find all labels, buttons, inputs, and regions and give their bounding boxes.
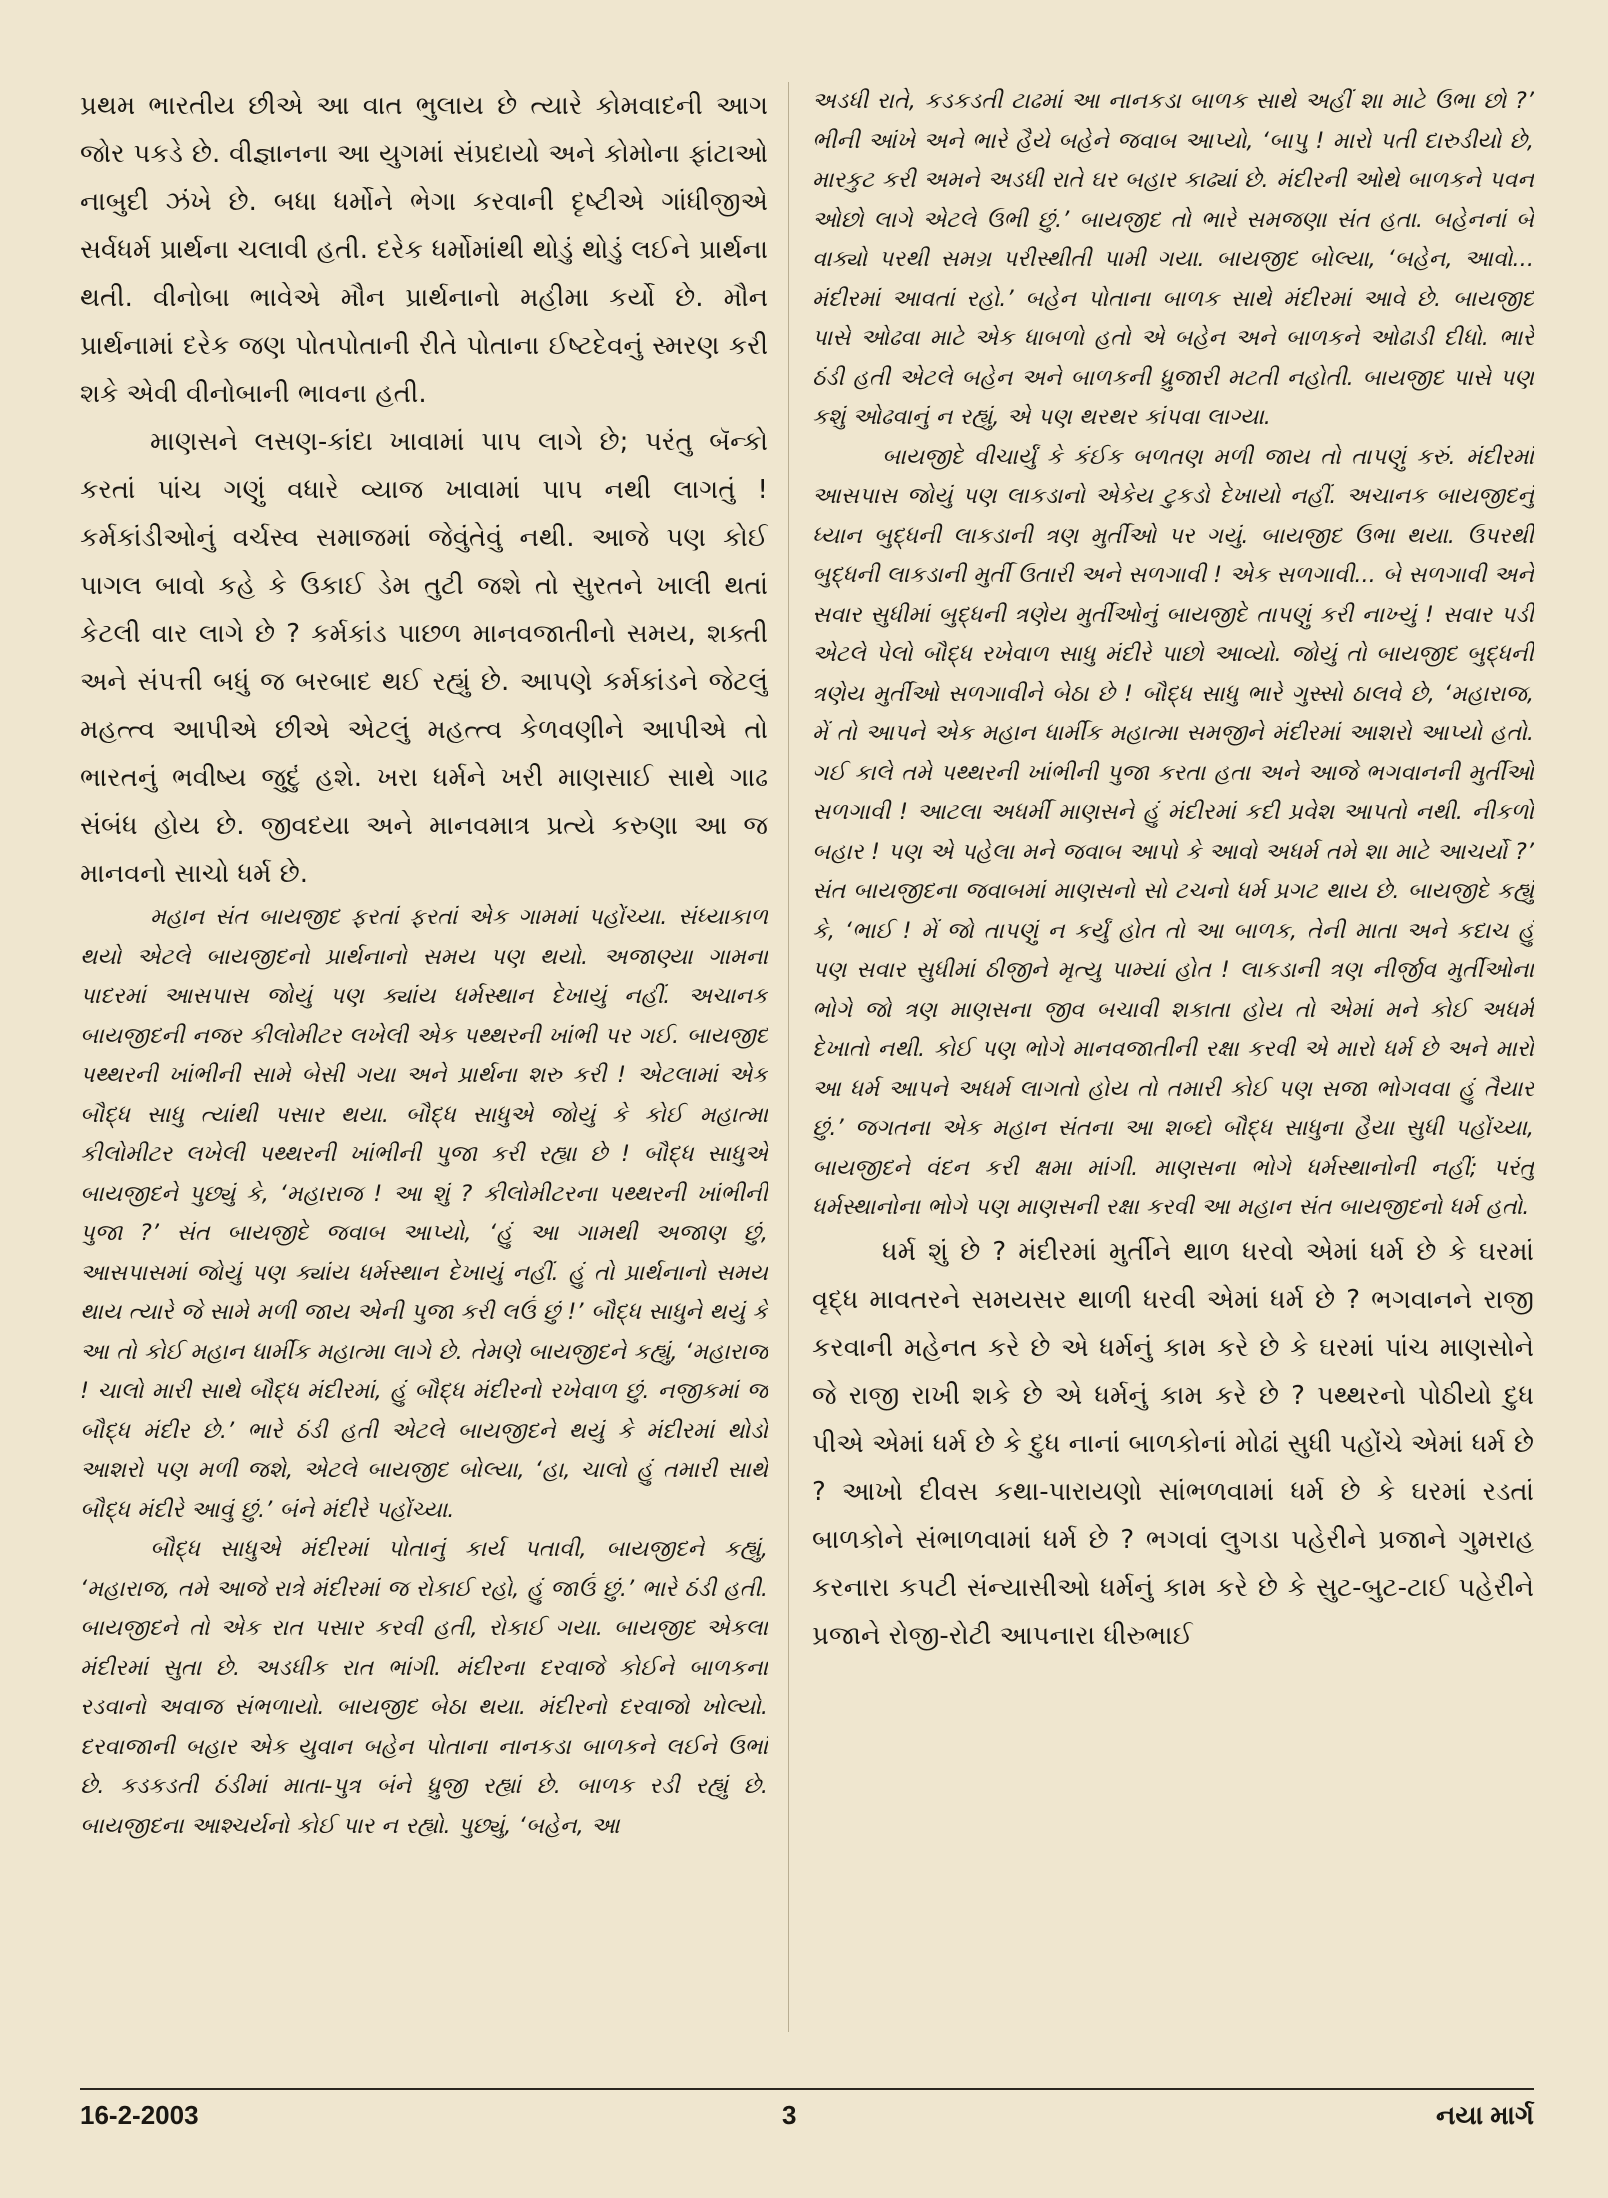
left-column bbox=[80, 82, 768, 2032]
paragraph-rituals: માણસને લસણ-કાંદા ખાવામાં પાપ લાગે છે; પરંતુ બૅન્કો કરતાં પાંચ ગણું વધારે વ્યાજ ખાવામાં પાપ નથી લાગતું ! કર્મકાંડીઓનું વર્ચસ્વ સમાજમાં જેવુંતેવું નથી. આજે પણ કોઈ પાગલ બાવો કહે કે ઉકાઈ ડેમ તુટી જશે તો સુરતને ખાલી થતાં કેટલી વાર લાગે છે ? કર્મકાંડ પાછળ માનવજાતીનો સમય, શક્તી અને સંપત્તી બધું જ બરબાદ થઈ રહ્યું છે. આપણે કર્મકાંડને જેટલું મહત્ત્વ આપીએ છીએ એટલું મહત્ત્વ કેળવણીને આપીએ તો ભારતનું ભવીષ્ય જુદું હશે. ખરા ધર્મને ખરી માણસાઈ સાથે ગાઢ સંબંધ હોય છે. જીવદયા અને માનવમાત્ર પ્રત્યે કરુણા આ જ માનવનો સાચો ધર્મ છે. bbox=[80, 427, 768, 889]
paragraph-story-2: બૌદ્ધ સાધુએ મંદીરમાં પોતાનું કાર્ય પતાવી, બાયજીદને કહ્યું, ‘મહારાજ, તમે આજે રાત્રે મંદીરમાં જ રોકાઈ રહો, હું જાઉં છું.’ ભારે ઠંડી હતી. બાયજીદને તો એક રાત પસાર કરવી હતી, રોકાઈ ગયા. બાયજીદ એકલા મંદીરમાં સુતા છે. અડધીક રાત ભાંગી. મંદીરના દરવાજે કોઈને બાળકના રડવાનો અવાજ સંભળાયો. બાયજીદ બેઠા થયા. મંદીરનો દરવાજો ખોલ્યો. દરવાજાની બહાર એક યુવાન બહેન પોતાના નાનકડા બાળકને લઈને ઉભાં છે. કડકડતી ઠંડીમાં માતા-પુત્ર બંને ધ્રુજી રહ્યાં છે. બાળક રડી રહ્યું છે. બાયજીદના આશ્ચર્યનો કોઈ પાર ન રહ્યો. પુછ્યું, ‘બહેન, આ bbox=[80, 1536, 768, 1839]
right-column bbox=[812, 82, 1534, 2032]
column-divider bbox=[788, 82, 789, 2032]
paragraph-story-3: અડધી રાતે, કડકડતી ટાઢમાં આ નાનકડા બાળક સાથે અહીં શા માટે ઉભા છો ?’ ભીની આંખે અને ભારે હૈયે બહેને જવાબ આપ્યો, ‘બાપુ ! મારો પતી દારુડીયો છે, મારકુટ કરી અમને અડધી રાતે ઘર બહાર કાઢ્યાં છે. મંદીરની ઓથે બાળકને પવન ઓછો લાગે એટલે ઉભી છું.’ બાયજીદ તો ભારે સમજણા સંત હતા. બહેનનાં બે વાક્યો પરથી સમગ્ર પરીસ્થીતી પામી ગયા. બાયજીદ બોલ્યા, ‘બહેન, આવો... મંદીરમાં આવતાં રહો.’ બહેન પોતાના બાળક સાથે મંદીરમાં આવે છે. બાયજીદ પાસે ઓઢવા માટે એક ધાબળો હતો એ બહેન અને બાળકને ઓઢાડી દીધો. ભારે ઠંડી હતી એટલે બહેન અને બાળકની ધ્રુજારી મટતી નહોતી. બાયજીદ પાસે પણ કશું ઓઢવાનું ન રહ્યું, એ પણ થરથર કાંપવા લાગ્યા. bbox=[812, 88, 1534, 430]
paragraph-story-4: બાયજીદે વીચાર્યું કે કંઈક બળતણ મળી જાય તો તાપણું કરું. મંદીરમાં આસપાસ જોયું પણ લાકડાનો એકેય ટુકડો દેખાયો નહીં. અચાનક બાયજીદનું ધ્યાન બુદ્ધની લાકડાની ત્રણ મુર્તીઓ પર ગયું. બાયજીદ ઉભા થયા. ઉપરથી બુદ્ધની લાકડાની મુર્તી ઉતારી અને સળગાવી ! એક સળગાવી... બે સળગાવી અને સવાર સુધીમાં બુદ્ધની ત્રણેય મુર્તીઓનું બાયજીદે તાપણું કરી નાખ્યું ! સવાર પડી એટલે પેલો બૌદ્ધ રખેવાળ સાધુ મંદીરે પાછો આવ્યો. જોયું તો બાયજીદ બુદ્ધની ત્રણેય મુર્તીઓ સળગાવીને બેઠા છે ! બૌદ્ધ સાધુ ભારે ગુસ્સો ઠાલવે છે, ‘મહારાજ, મેં તો આપને એક મહાન ધાર્મીક મહાત્મા સમજીને મંદીરમાં આશરો આપ્યો હતો. ગઈ કાલે તમે પથ્થરની ખાંભીની પુજા કરતા હતા અને આજે ભગવાનની મુર્તીઓ સળગાવી ! આટલા અધર્મી માણસને હું મંદીરમાં કદી પ્રવેશ આપતો નથી. નીકળો બહાર ! પણ એ પહેલા મને જવાબ આપો કે આવો અધર્મ તમે શા માટે આચર્યો ?’ સંત બાયજીદના જવાબમાં માણસનો સો ટચનો ધર્મ પ્રગટ થાય છે. બાયજીદે કહ્યું કે, ‘ભાઈ ! મેં જો તાપણું ન કર્યું હોત તો આ બાળક, તેની માતા અને કદાચ હું પણ સવાર સુધીમાં ઠીજીને મૃત્યુ પામ્યાં હોત ! લાકડાની ત્રણ નીર્જીવ મુર્તીઓના ભોગે જો ત્રણ માણસના જીવ બચાવી શકાતા હોય તો એમાં મને કોઈ અધર્મ દેખાતો નથી. કોઈ પણ ભોગે માનવજાતીની રક્ષા કરવી એ મારો ધર્મ છે અને મારો આ ધર્મ આપને અધર્મ લાગતો હોય તો તમારી કોઈ પણ સજા ભોગવવા હું તૈયાર છું.’ જગતના એક મહાન સંતના આ શબ્દો બૌદ્ધ સાધુના હૈયા સુધી પહોંચ્યા, બાયજીદને વંદન કરી ક્ષમા માંગી. માણસના ભોગે ધર્મસ્થાનોની નહીં; પરંતુ ધર્મસ્થાનોના ભોગે પણ માણસની રક્ષા કરવી આ મહાન સંત બાયજીદનો ધર્મ હતો. bbox=[812, 443, 1534, 1220]
paragraph-intro: પ્રથમ ભારતીય છીએ આ વાત ભુલાય છે ત્યારે કોમવાદની આગ જોર પકડે છે. વીજ્ઞાનના આ યુગમાં સંપ્રદાયો અને કોમોના ફાંટાઓ નાબુદી ઝંખે છે. બધા ધર્મોને ભેગા કરવાની દૃષ્ટીએ ગાંધીજીએ સર્વધર્મ પ્રાર્થના ચલાવી હતી. દરેક ધર્મોમાંથી થોડું થોડું લઈને પ્રાર્થના થતી. વીનોબા ભાવેએ મૌન પ્રાર્થનાનો મહીમા કર્યો છે. મૌન પ્રાર્થનામાં દરેક જણ પોતપોતાની રીતે પોતાના ઈષ્ટદેવનું સ્મરણ કરી શકે એવી વીનોબાની ભાવના હતી. bbox=[80, 91, 768, 409]
issue-date: 16-2-2003 bbox=[80, 2100, 199, 2130]
page-number: 3 bbox=[782, 2100, 797, 2130]
paragraph-story-1: મહાન સંત બાયજીદ ફરતાં ફરતાં એક ગામમાં પહોંચ્યા. સંધ્યાકાળ થયો એટલે બાયજીદનો પ્રાર્થનાનો સમય પણ થયો. અજાણ્યા ગામના પાદરમાં આસપાસ જોયું પણ ક્યાંય ધર્મસ્થાન દેખાયું નહીં. અચાનક બાયજીદની નજર કીલોમીટર લખેલી એક પથ્થરની ખાંભી પર ગઈ. બાયજીદ પથ્થરની ખાંભીની સામે બેસી ગયા અને પ્રાર્થના શરુ કરી ! એટલામાં એક બૌદ્ધ સાધુ ત્યાંથી પસાર થયા. બૌદ્ધ સાધુએ જોયું કે કોઈ મહાત્મા કીલોમીટર લખેલી પથ્થરની ખાંભીની પુજા કરી રહ્યા છે ! બૌદ્ધ સાધુએ બાયજીદને પુછ્યું કે, ‘મહારાજ ! આ શું ? કીલોમીટરના પથ્થરની ખાંભીની પુજા ?’ સંત બાયજીદે જવાબ આપ્યો, ‘હું આ ગામથી અજાણ છું, આસપાસમાં જોયું પણ ક્યાંય ધર્મસ્થાન દેખાયું નહીં. હું તો પ્રાર્થનાનો સમય થાય ત્યારે જે સામે મળી જાય એની પુજા કરી લઉં છું !’ બૌદ્ધ સાધુને થયું કે આ તો કોઈ મહાન ધાર્મીક મહાત્મા લાગે છે. તેમણે બાયજીદને કહ્યું, ‘મહારાજ ! ચાલો મારી સાથે બૌદ્ધ મંદીરમાં, હું બૌદ્ધ મંદીરનો રખેવાળ છું. નજીકમાં જ બૌદ્ધ મંદીર છે.’ ભારે ઠંડી હતી એટલે બાયજીદને થયું કે મંદીરમાં થોડો આશરો પણ મળી જશે, એટલે બાયજીદ બોલ્યા, ‘હા, ચાલો હું તમારી સાથે બૌદ્ધ મંદીરે આવું છું.’ બંને મંદીરે પહોંચ્યા. bbox=[80, 904, 768, 1523]
page-footer bbox=[0, 2100, 1608, 2144]
magazine-name: નયા માર્ગ bbox=[1436, 2100, 1534, 2130]
footer-rule bbox=[80, 2088, 1534, 2090]
paragraph-what-is-religion: ધર્મ શું છે ? મંદીરમાં મુર્તીને થાળ ધરવો એમાં ધર્મ છે કે ઘરમાં વૃદ્ધ માવતરને સમયસર થાળી ધરવી એમાં ધર્મ છે ? ભગવાનને રાજી કરવાની મહેનત કરે છે એ ધર્મનું કામ કરે છે કે ઘરમાં પાંચ માણસોને જે રાજી રાખી શકે છે એ ધર્મનું કામ કરે છે ? પથ્થરનો પોઠીયો દુધ પીએ એમાં ધર્મ છે કે દુધ નાનાં બાળકોનાં મોઢાં સુધી પહોંચે એમાં ધર્મ છે ? આખો દીવસ કથા-પારાયણો સાંભળવામાં ધર્મ છે કે ઘરમાં રડતાં બાળકોને સંભાળવામાં ધર્મ છે ? ભગવાં લુગડા પહેરીને પ્રજાને ગુમરાહ કરનારા કપટી સંન્યાસીઓ ધર્મનું કામ કરે છે કે સુટ-બુટ-ટાઈ પહેરીને પ્રજાને રોજી-રોટી આપનારા ધીરુભાઈ bbox=[812, 1236, 1534, 1651]
